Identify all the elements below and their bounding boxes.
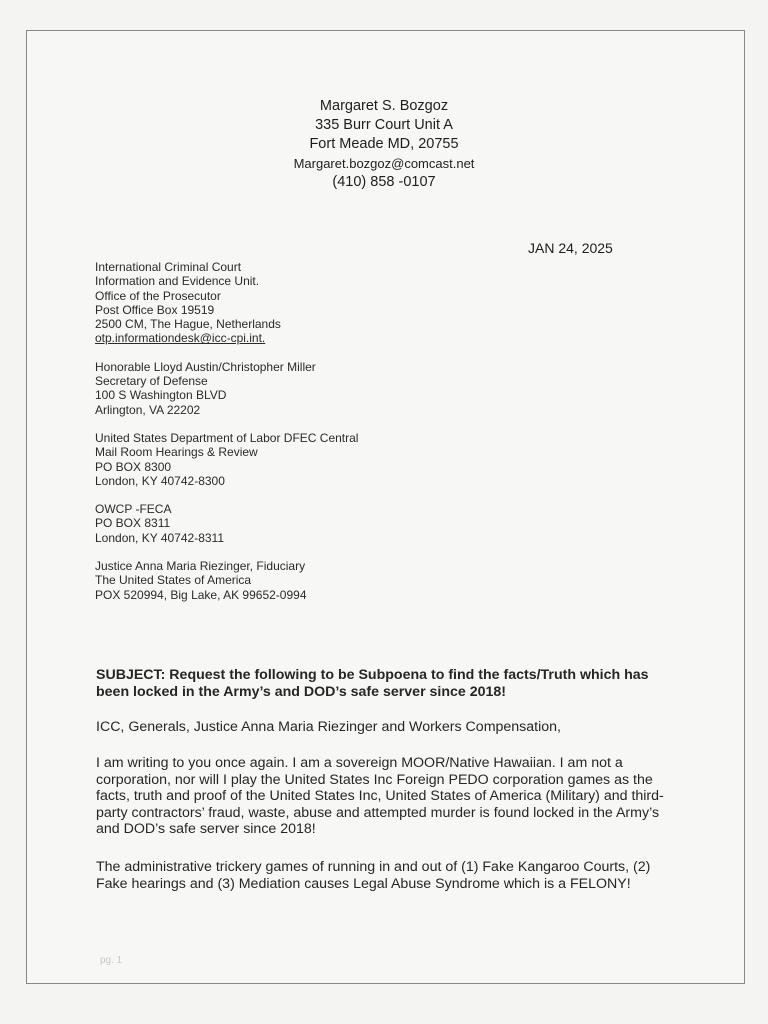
recipient-line: Information and Evidence Unit. xyxy=(95,274,260,289)
recipient-line: Office of the Prosecutor xyxy=(95,288,221,303)
sender-phone: (410) 858 -0107 xyxy=(332,174,436,190)
recipient-line: 100 S Washington BLVD xyxy=(95,388,227,403)
recipient-line: OWCP -FECA xyxy=(95,502,172,517)
page-number: pg. 1 xyxy=(100,955,123,966)
recipient-email-link[interactable]: otp.informationdesk@icc-cpi.int. xyxy=(95,331,266,346)
recipient-owcp xyxy=(95,502,358,545)
letter-date: JAN 24, 2025 xyxy=(528,240,613,256)
sender-city: Fort Meade MD, 20755 xyxy=(309,136,459,152)
subject-line: SUBJECT: Request the following to be Subpoena to find the facts/Truth which has been locked in the Army’s and DOD’s safe server since 2018! xyxy=(96,667,649,700)
body-paragraph: The administrative trickery games of running in and out of (1) Fake Kangaroo Courts, (2) Fake hearings and (3) Mediation causes Legal Abuse Syndrome which is a FELONY! xyxy=(96,859,651,892)
recipient-line: London, KY 40742-8311 xyxy=(95,530,225,545)
recipient-line: 2500 CM, The Hague, Netherlands xyxy=(95,317,281,332)
recipient-line: Secretary of Defense xyxy=(95,374,208,389)
recipient-line: Justice Anna Maria Riezinger, Fiduciary xyxy=(95,559,306,574)
recipient-line: PO BOX 8300 xyxy=(95,459,172,474)
recipient-line: International Criminal Court xyxy=(95,260,242,274)
recipient-line: Arlington, VA 22202 xyxy=(95,402,201,417)
recipient-icc xyxy=(95,260,358,346)
recipients-block xyxy=(95,260,358,616)
recipient-line: United States Department of Labor DFEC Central xyxy=(95,430,359,445)
recipient-line: Mail Room Hearings & Review xyxy=(95,445,258,460)
recipient-line: Honorable Lloyd Austin/Christopher Miller xyxy=(95,359,316,374)
recipient-line: London, KY 40742-8300 xyxy=(95,473,225,488)
recipient-secdef xyxy=(95,360,358,417)
sender-name: Margaret S. Bozgoz xyxy=(319,98,449,114)
recipient-line: PO BOX 8311 xyxy=(95,516,171,531)
recipient-line: POX 520994, Big Lake, AK 99652-0994 xyxy=(95,587,307,602)
recipient-line: The United States of America xyxy=(95,573,252,588)
salutation: ICC, Generals, Justice Anna Maria Riezinger and Workers Compensation, xyxy=(96,719,561,735)
body-paragraph: I am writing to you once again. I am a sovereign MOOR/Native Hawaiian. I am not a corporation, nor will I play the United States Inc Foreign PEDO corporation games as the facts, truth and proof of the United States Inc, United States of America (Military) and third-party contractors’ fraud, waste, abuse and attempted murder is found locked in the Army’s and DOD’s safe server since 2018! xyxy=(96,755,664,838)
recipient-dol xyxy=(95,431,358,488)
sender-block xyxy=(0,97,768,192)
recipient-line: Post Office Box 19519 xyxy=(95,302,215,317)
sender-email: Margaret.bozgoz@comcast.net xyxy=(293,156,475,171)
sender-street: 335 Burr Court Unit A xyxy=(315,117,453,133)
recipient-fiduciary xyxy=(95,559,358,602)
